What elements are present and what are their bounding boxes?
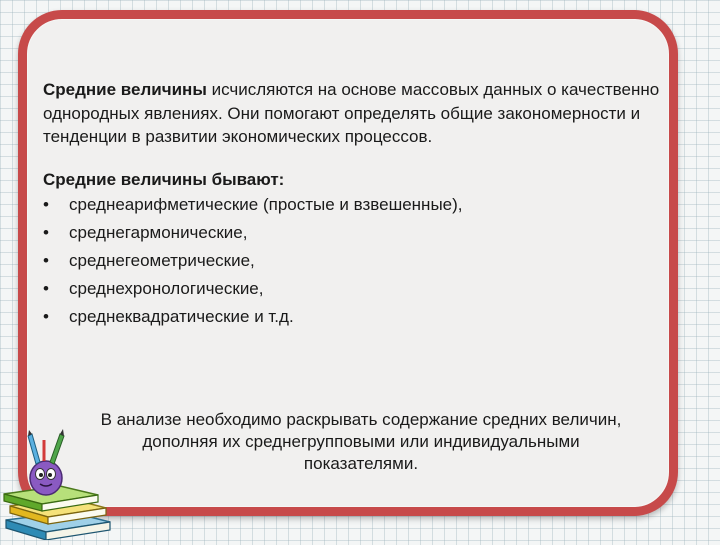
bullet-marker: • xyxy=(43,251,49,270)
conclusion-line: показателями. xyxy=(303,454,419,473)
conclusion-paragraph xyxy=(46,409,676,475)
conclusion-line: В анализе необходимо раскрывать содержание средних величин, xyxy=(100,410,622,429)
slide-content xyxy=(43,78,663,331)
list-item-text: среднегеометрические, xyxy=(69,251,255,270)
conclusion-line: дополняя их среднегрупповыми или индивидуальными xyxy=(142,432,580,451)
bullet-list xyxy=(43,191,663,331)
intro-text: исчисляются на основе массовых данных о качественно однородных явлениях. Они помогают определять общие закономерности и тенденции в развитии экономических процессов. xyxy=(43,80,660,146)
list-item xyxy=(43,247,663,275)
list-item xyxy=(43,219,663,247)
bullet-marker: • xyxy=(43,223,49,242)
intro-paragraph xyxy=(43,78,663,149)
list-item xyxy=(43,303,663,331)
list-item xyxy=(43,275,663,303)
list-item-text: среднегармонические, xyxy=(69,223,248,242)
list-item-text: среднеквадратические и т.д. xyxy=(69,307,294,326)
bullet-marker: • xyxy=(43,307,49,326)
list-item xyxy=(43,191,663,219)
intro-bold-term: Средние величины xyxy=(43,80,207,99)
list-heading: Средние величины бывают: xyxy=(43,169,285,189)
bullet-marker: • xyxy=(43,195,49,214)
list-item-text: среднеарифметические (простые и взвешенные), xyxy=(69,195,463,214)
bullet-marker: • xyxy=(43,279,49,298)
list-item-text: среднехронологические, xyxy=(69,279,264,298)
books-with-pencil-character-icon xyxy=(0,420,120,540)
books-illustration xyxy=(0,420,120,540)
